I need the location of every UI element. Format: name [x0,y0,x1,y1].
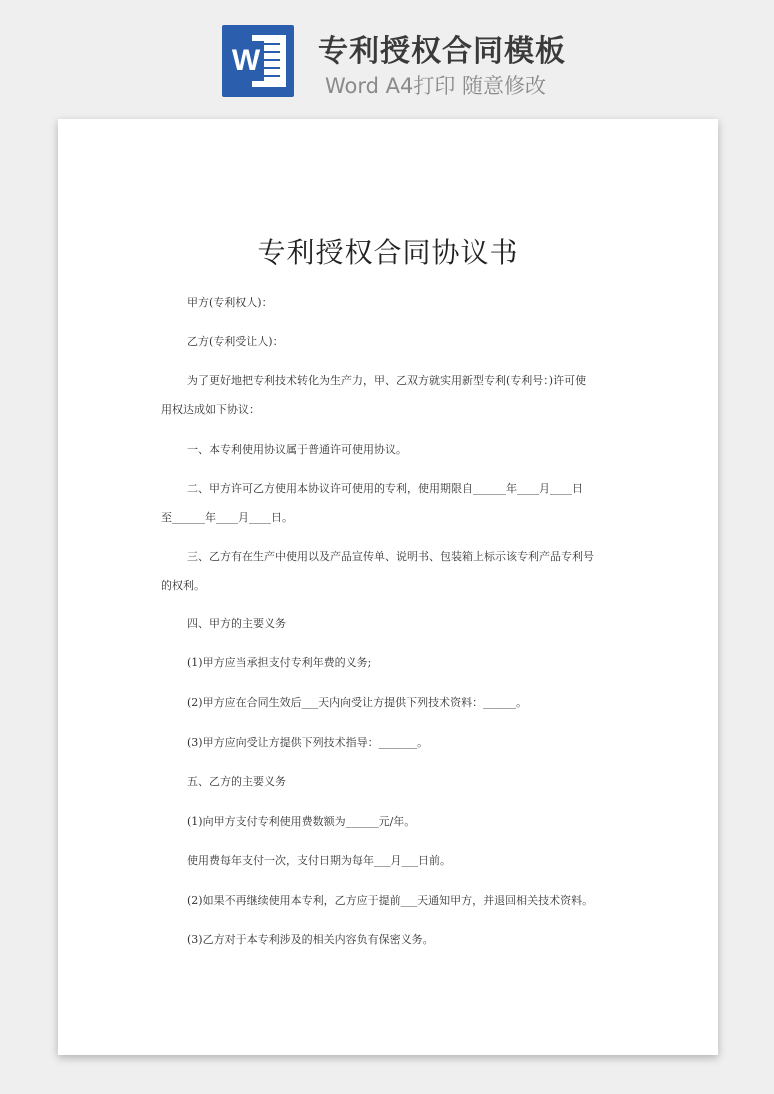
clause-4-item-1: (1)甲方应当承担支付专利年费的义务; [187,656,372,669]
word-icon-letter: W [228,41,264,81]
document-page [58,119,718,1055]
clause-5-item-2: (2)如果不再继续使用本专利，乙方应于提前___天通知甲方，并退回相关技术资料。 [187,894,594,907]
preamble-line-2: 用权达成如下协议： [161,403,260,416]
clause-4-item-2: (2)甲方应在合同生效后___天内向受让方提供下列技术资料：______。 [187,696,528,709]
clause-1: 一、本专利使用协议属于普通许可使用协议。 [187,443,407,456]
clause-3-line-1: 三、乙方有在生产中使用以及产品宣传单、说明书、包装箱上标示该专利产品专利号 [187,550,594,563]
preamble-line-1: 为了更好地把专利技术转化为生产力，甲、乙双方就实用新型专利(专利号：)许可使 [187,374,587,387]
clause-4-item-3: (3)甲方应向受让方提供下列技术指导：_______。 [187,736,429,749]
clause-3-line-2: 的权利。 [161,579,205,592]
clause-2-line-2: 至______年____月____日。 [161,511,293,524]
template-subtitle: Word A4打印 随意修改 [325,74,547,98]
clause-5-item-3: (3)乙方对于本专利涉及的相关内容负有保密义务。 [187,933,434,946]
watermark [92,445,130,484]
party-a-line: 甲方(专利权人)： [187,296,273,309]
template-header [0,0,774,110]
clause-2-line-1: 二、甲方许可乙方使用本协议许可使用的专利，使用期限自______年____月____日 [187,482,583,495]
clause-5-item-1: (1)向甲方支付专利使用费数额为______元/年。 [187,815,416,828]
word-icon [222,25,294,97]
template-title: 专利授权合同模板 [318,34,566,69]
party-b-line: 乙方(专利受让人)： [187,335,284,348]
clause-4-heading: 四、甲方的主要义务 [187,617,286,630]
document-title: 专利授权合同协议书 [257,236,519,269]
clause-5-heading: 五、乙方的主要义务 [187,775,286,788]
clause-5-payment-line: 使用费每年支付一次，支付日期为每年___月___日前。 [187,854,451,867]
